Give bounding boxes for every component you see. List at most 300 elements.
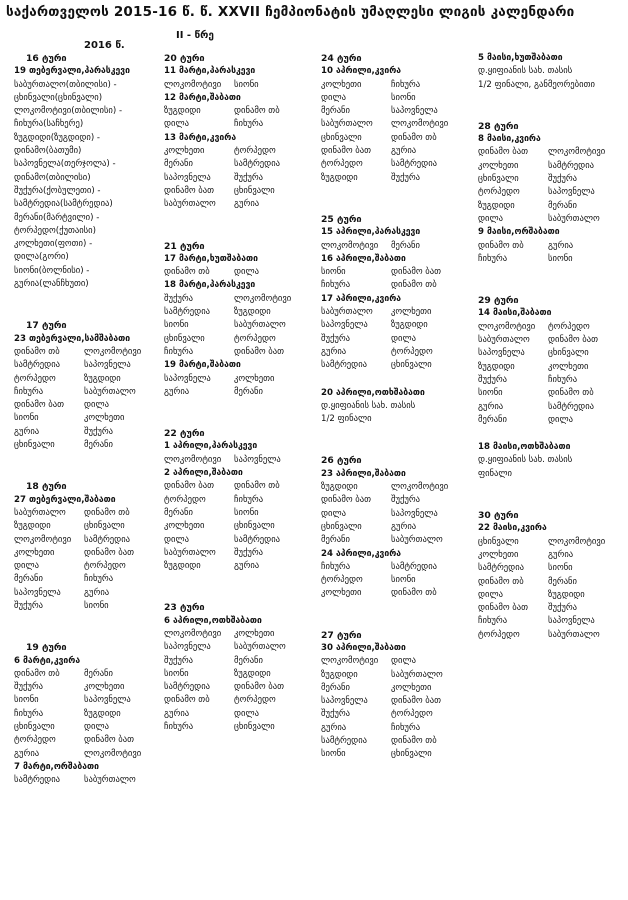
match-row [478,562,626,575]
round-block [321,454,473,600]
away-team: სამტრედია [548,160,595,171]
home-team: საპოვნელა [164,172,211,183]
match-date: 12 მარტი,შაბათი [164,92,241,103]
away-team: ცხინვალი [84,521,125,532]
away-team: ტორპედო [391,346,433,357]
home-team: ცხინვალი [14,722,55,733]
round-block [478,52,626,92]
match-row [14,412,166,425]
away-team: სამტრედია [234,159,281,170]
away-team: მერანი [548,576,577,587]
home-team: დინამო თბ [164,267,210,278]
home-team: მერანი [321,682,350,693]
match-row [478,186,626,199]
schedule-line: ჩიხურა(საჩხერე) [14,119,84,130]
home-team: კოლხეთი [478,549,519,560]
match-row [321,655,473,668]
round-heading: 17 ტური [26,320,67,332]
match-row [478,414,626,427]
home-team: საპოვნელა [321,320,368,331]
match-row [14,386,166,399]
away-team: ცხინვალი [234,185,275,196]
schedule-line: სიონი(ბოლნისი) - [14,265,90,276]
spacer [164,399,318,427]
match-row [321,521,473,534]
home-team: შუქურა [321,333,351,344]
away-team: გურია [391,521,417,532]
away-team: ცხინვალი [391,749,432,760]
home-team: გურია [14,748,40,759]
round-heading: 27 ტური [321,629,362,641]
round-heading: 19 ტური [26,642,67,654]
match-row [14,399,166,412]
home-team: ზუგდიდი [478,361,515,372]
match-row [14,534,166,547]
schedule-line: დინამო(თბილისი) [14,172,91,183]
spacer [321,601,473,629]
away-team: დინამო ბათ [391,267,442,278]
home-team: დინამო თბ [478,240,524,251]
match-row [321,695,473,708]
match-row [164,198,318,211]
match-date: 17 მარტი,ხუთშაბათი [164,253,258,264]
match-row [164,319,318,332]
schedule-line: საპოვნელა(თერჯოლა) - [14,159,116,170]
home-team: ცხინვალი [321,521,362,532]
away-team: საპოვნელა [548,187,595,198]
home-team: კოლხეთი [14,547,55,558]
home-team: დილა [478,589,503,600]
away-team: ტორპედო [391,709,433,720]
schedule-line: 1/2 ფინალი [321,414,372,425]
match-row [478,629,626,642]
schedule-line: დილა(გორი) [14,252,69,263]
home-team: საპოვნელა [164,373,211,384]
round-block [14,480,166,613]
away-team: ჩიხურა [234,119,264,130]
away-team: სიონი [548,563,573,574]
match-row [164,694,318,707]
away-team: მერანი [548,200,577,211]
round-block [321,387,473,427]
match-row [478,213,626,226]
match-row [14,346,166,359]
round-block [164,427,318,573]
away-team: მერანი [391,240,420,251]
spacer [478,427,626,441]
match-date: 7 მარტი,ორშაბათი [14,761,99,772]
away-team: სამტრედია [391,159,438,170]
match-row [164,560,318,573]
home-team: დილა [321,92,346,103]
match-row [14,668,166,681]
away-team: საბურთალო [234,642,286,653]
away-team: ზუგდიდი [234,307,271,318]
schedule-line: ცხინვალი(ცხინვალი) [14,92,103,103]
away-team: დინამო თბ [84,507,130,518]
away-team: შუქურა [84,426,114,437]
match-row [478,374,626,387]
match-date: 18 მაისი,ოთხშაბათი [478,442,571,453]
home-team: დინამო ბათ [164,481,215,492]
match-row [14,734,166,747]
calendar-column-3 [321,52,473,762]
home-team: ცხინვალი [14,440,55,451]
match-row [164,293,318,306]
away-team: დილა [391,333,416,344]
match-row [478,160,626,173]
away-team: დილა [234,708,259,719]
match-row [478,602,626,615]
spacer [321,426,473,454]
away-team: სიონი [548,253,573,264]
home-team: დილა [14,561,39,572]
match-date: 9 მაისი,ორშაბათი [478,227,560,238]
spacer [478,266,626,294]
schedule-line: ზუგდიდი(ზუგდიდი) - [14,132,101,143]
match-date: 10 აპრილი,კვირა [321,66,402,77]
match-row [164,520,318,533]
away-team: ცხინვალი [391,360,432,371]
away-team: ლოკომოტივი [84,748,142,759]
round-block [321,629,473,762]
match-row [164,386,318,399]
match-row [321,172,473,185]
round-heading: 22 ტური [164,428,205,440]
match-row [164,480,318,493]
match-date: 1 აპრილი,პარასკევი [164,441,258,452]
away-team: დინამო ბათ [234,346,285,357]
match-row [478,253,626,266]
match-row [14,547,166,560]
match-row [478,173,626,186]
match-date: 19 თებერვალი,პარასკევი [14,66,130,77]
home-team: დინამო თბ [14,346,60,357]
home-team: ჩიხურა [321,561,351,572]
match-date: 2 აპრილი,შაბათი [164,468,243,479]
away-team: გურია [234,561,260,572]
spacer [478,481,626,509]
round-block [164,52,318,212]
match-row [321,508,473,521]
home-team: სიონი [478,388,503,399]
home-team: დინამო ბათ [478,147,529,158]
away-team: დინამო თბ [391,588,437,599]
home-team: ლოკომოტივი [478,321,536,332]
home-team: ტორპედო [478,629,520,640]
home-team: კოლხეთი [164,146,205,157]
round-block [14,52,166,291]
match-date: 19 მარტი,შაბათი [164,360,241,371]
match-date: 8 მაისი,კვირა [478,134,541,145]
home-team: დილა [478,213,503,224]
match-row [478,615,626,628]
match-row [14,520,166,533]
home-team: მერანი [321,106,350,117]
away-team: ლოკომოტივი [84,346,142,357]
round-heading: 21 ტური [164,240,205,252]
away-team: საბურთალო [391,669,443,680]
away-team: ტორპედო [234,695,276,706]
match-row [478,146,626,159]
spacer [164,212,318,240]
home-team: სიონი [14,413,39,424]
away-team: ზუგდიდი [84,373,121,384]
away-team: სიონი [391,92,416,103]
match-row [164,655,318,668]
away-team: სიონი [234,79,259,90]
match-date: 24 აპრილი,კვირა [321,548,402,559]
season-part: II - წრე [176,30,214,41]
home-team: შუქურა [164,655,194,666]
schedule-line: დინამო(ბათუმი) [14,146,82,157]
round-heading: 29 ტური [478,295,519,307]
match-date: 17 აპრილი,კვირა [321,293,402,304]
round-heading: 16 ტური [26,53,67,64]
match-row [164,494,318,507]
schedule-line: მერანი(მარტვილი) - [14,212,100,223]
match-row [478,536,626,549]
round-heading: 24 ტური [321,53,362,64]
match-date: 6 მარტი,კვირა [14,655,81,666]
away-team: საპოვნელა [234,454,281,465]
away-team: საპოვნელა [391,106,438,117]
match-row [321,266,473,279]
home-team: ზუგდიდი [321,172,358,183]
away-team: დინამო ბათ [391,696,442,707]
spacer [14,613,166,641]
away-team: საბურთალო [548,213,600,224]
away-team: კოლხეთი [548,361,589,372]
away-team: ტორპედო [548,321,590,332]
away-team: ზუგდიდი [234,668,271,679]
match-row [321,319,473,332]
home-team: ზუგდიდი [321,669,358,680]
home-team: სიონი [321,267,346,278]
round-block [478,441,626,481]
calendar-column-4 [478,52,626,642]
away-team: ცხინვალი [234,722,275,733]
match-row [164,641,318,654]
spacer [321,185,473,213]
away-team: სიონი [391,575,416,586]
away-team: დილა [234,267,259,278]
schedule-line: სამტრედია(სამტრედია) [14,199,113,210]
home-team: ჩიხურა [14,386,44,397]
home-team: ტორპედო [14,735,56,746]
schedule-line: ტორპედო(ქუთაისი) [14,225,96,236]
match-row [478,361,626,374]
away-team: სამტრედია [548,401,595,412]
spacer [321,373,473,387]
match-row [164,534,318,547]
away-team: შუქურა [548,603,578,614]
match-row [478,576,626,589]
match-row [164,373,318,386]
match-row [321,279,473,292]
away-team: ცხინვალი [234,521,275,532]
schedule-line: ლოკომოტივი(თბილისი) - [14,106,123,117]
match-row [321,708,473,721]
home-team: გურია [164,386,190,397]
round-block [164,601,318,734]
match-date: 14 მაისი,შაბათი [478,308,552,319]
away-team: ტორპედო [234,146,276,157]
match-row [478,200,626,213]
match-row [164,79,318,92]
away-team: საბურთალო [234,320,286,331]
away-team: სამტრედია [234,534,281,545]
home-team: საბურთალო [14,507,66,518]
round-heading: 25 ტური [321,213,362,225]
home-team: ჩიხურა [14,708,44,719]
match-row [478,401,626,414]
match-row [478,589,626,602]
calendar-column-2 [164,52,318,734]
match-row [321,722,473,735]
match-row [321,333,473,346]
away-team: შუქურა [234,172,264,183]
home-team: დინამო ბათ [478,603,529,614]
match-date: 30 აპრილი,შაბათი [321,642,406,653]
home-team: ლოკომოტივი [321,240,379,251]
home-team: ზუგდიდი [321,482,358,493]
match-row [164,507,318,520]
away-team: შუქურა [391,172,421,183]
match-row [321,735,473,748]
home-team: საბურთალო [478,335,530,346]
match-row [14,439,166,452]
home-team: შუქურა [14,682,44,693]
home-team: კოლხეთი [164,521,205,532]
home-team: ჩიხურა [164,346,194,357]
away-team: ტორპედო [84,561,126,572]
home-team: დინამო თბ [478,576,524,587]
schedule-line: საბურთალო(თბილისი) - [14,79,117,90]
home-team: საბურთალო [164,199,216,210]
match-row [14,600,166,613]
away-team: მერანი [234,655,263,666]
away-team: საბურთალო [391,535,443,546]
home-team: საპოვნელა [14,587,61,598]
home-team: საპოვნელა [164,642,211,653]
away-team: შუქურა [548,174,578,185]
schedule-line: დ.ყიფიანის სახ. თასის [321,400,416,411]
home-team: საბურთალო [321,307,373,318]
match-date: 11 მარტი,პარასკევი [164,66,256,77]
match-row [164,185,318,198]
away-team: დინამო თბ [548,388,594,399]
schedule-line: 1/2 ფინალი, განმეორებითი [478,79,595,90]
match-date: 27 თებერვალი,შაბათი [14,494,116,505]
away-team: დინამო თბ [234,481,280,492]
home-team: მერანი [478,414,507,425]
home-team: შუქურა [478,374,508,385]
away-team: გურია [548,240,574,251]
home-team: დინამო ბათ [14,400,65,411]
match-row [164,158,318,171]
away-team: ზუგდიდი [391,320,428,331]
home-team: საპოვნელა [321,696,368,707]
home-team: სამტრედია [478,563,525,574]
match-row [478,240,626,253]
home-team: საბურთალო [164,547,216,558]
away-team: საპოვნელა [84,695,131,706]
match-row [321,534,473,547]
home-team: ტორპედო [14,373,56,384]
schedule-line: დ.ყიფიანის სახ. თასის [478,455,573,466]
round-heading: 20 ტური [164,53,205,64]
spacer [14,452,166,480]
away-team: კოლხეთი [84,413,125,424]
home-team: შუქურა [14,600,44,611]
match-row [14,694,166,707]
home-team: გურია [478,401,504,412]
home-team: ცხინვალი [478,174,519,185]
home-team: კოლხეთი [321,79,362,90]
match-row [164,306,318,319]
round-heading: 28 ტური [478,120,519,132]
match-row [321,118,473,131]
match-row [478,549,626,562]
match-row [164,628,318,641]
home-team: ზუგდიდი [164,561,201,572]
home-team: ლოკომოტივი [14,534,72,545]
home-team: დილა [164,119,189,130]
match-row [164,266,318,279]
home-team: ცხინვალი [321,132,362,143]
home-team: დინამო ბათ [321,495,372,506]
away-team: ჩიხურა [548,374,578,385]
home-team: მერანი [14,574,43,585]
home-team: ცხინვალი [164,333,205,344]
away-team: ლოკომოტივი [391,119,449,130]
away-team: საბურთალო [548,629,600,640]
away-team: ჩიხურა [391,79,421,90]
match-row [478,387,626,400]
home-team: სიონი [164,668,189,679]
away-team: მერანი [84,440,113,451]
round-block [321,52,473,185]
home-team: სიონი [14,695,39,706]
match-row [14,748,166,761]
home-team: სამტრედია [321,736,368,747]
away-team: დინამო თბ [391,736,437,747]
away-team: შუქურა [391,495,421,506]
home-team: დილა [321,508,346,519]
match-row [164,172,318,185]
spacer [14,291,166,319]
match-row [14,721,166,734]
away-team: დინამო თბ [391,132,437,143]
round-heading: 23 ტური [164,602,205,614]
home-team: ტორპედო [321,159,363,170]
match-row [478,334,626,347]
match-row [321,92,473,105]
match-row [321,561,473,574]
schedule-line: კოლხეთი(ფოთი) - [14,239,93,250]
home-team: მერანი [164,507,193,518]
match-row [321,481,473,494]
home-team: ზუგდიდი [478,200,515,211]
away-team: საპოვნელა [84,360,131,371]
match-row [164,681,318,694]
home-team: სიონი [321,749,346,760]
away-team: სამტრედია [84,534,131,545]
home-team: სამტრედია [164,682,211,693]
home-team: ლოკომოტივი [321,656,379,667]
away-team: დინამო ბათ [548,335,599,346]
